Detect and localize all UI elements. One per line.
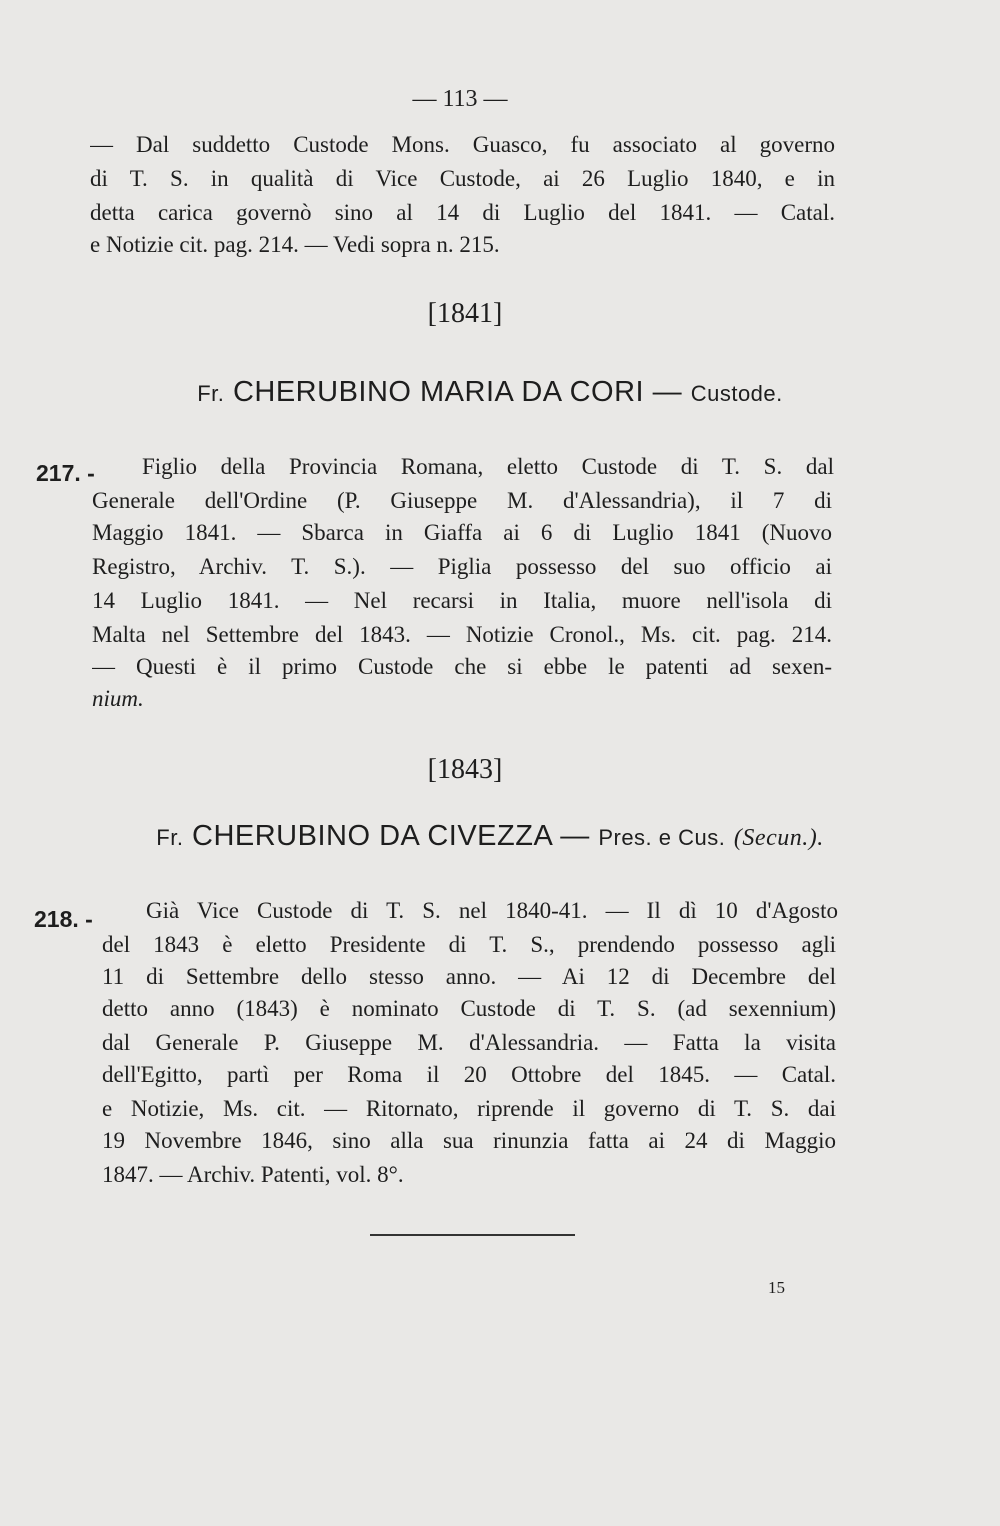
entry-line: dal Generale P. Giuseppe M. d'Alessandria. — Fatta la visita (102, 1030, 836, 1055)
entry-line: 19 Novembre 1846, sino alla sua rinunzia fatta ai 24 di Maggio (102, 1128, 836, 1153)
entry-line: Maggio 1841. — Sbarca in Giaffa ai 6 di Luglio 1841 (Nuovo (92, 520, 832, 545)
entry-line: 14 Luglio 1841. — Nel recarsi in Italia, muore nell'isola di (92, 588, 832, 613)
entry-line: 11 di Settembre dello stesso anno. — Ai 12 di Decembre del (102, 964, 836, 989)
intro-line: di T. S. in qualità di Vice Custode, ai 26 Luglio 1840, e in (90, 166, 835, 191)
heading-title: Custode. (690, 381, 783, 406)
entry-line: Registro, Archiv. T. S.). — Piglia possesso del suo officio ai (92, 554, 832, 579)
entry-line: Figlio della Provincia Romana, eletto Custode di T. S. dal (142, 454, 834, 479)
heading-note: (Secun.). (733, 825, 824, 851)
intro-line: e Notizie cit. pag. 214. — Vedi sopra n. 215. (90, 232, 500, 257)
intro-line: — Dal suddetto Custode Mons. Guasco, fu associato al governo (90, 132, 835, 157)
entry-line: nium. (92, 686, 144, 711)
signature-mark: 15 (768, 1278, 785, 1297)
heading-prefix: Fr. (156, 825, 184, 850)
heading-dash: — (560, 820, 590, 852)
divider (370, 1234, 575, 1236)
entry-line: 1847. — Archiv. Patenti, vol. 8°. (102, 1162, 404, 1187)
heading-name: CHERUBINO DA CIVEZZA (192, 820, 552, 852)
page-number: — 113 — (412, 86, 508, 112)
entry-line: Malta nel Settembre del 1843. — Notizie Cronol., Ms. cit. pag. 214. (92, 622, 832, 647)
entry-line: detto anno (1843) è nominato Custode di T. S. (ad sexennium) (102, 996, 836, 1021)
entry-number: 217. - (36, 460, 95, 486)
entry-line: dell'Egitto, partì per Roma il 20 Ottobre del 1845. — Catal. (102, 1062, 836, 1087)
entry-line: del 1843 è eletto Presidente di T. S., prendendo possesso agli (102, 932, 836, 957)
heading-name: CHERUBINO MARIA DA CORI (232, 376, 645, 408)
entry-line: — Questi è il primo Custode che si ebbe le patenti ad sexen- (92, 654, 832, 679)
entry-line: e Notizie, Ms. cit. — Ritornato, riprende il governo di T. S. dai (102, 1096, 836, 1121)
year-heading: [1841] (427, 298, 503, 329)
entry-number: 218. - (34, 906, 93, 932)
heading-dash: — (652, 376, 683, 408)
heading-title: Pres. e Cus. (598, 825, 726, 850)
entry-line: Generale dell'Ordine (P. Giuseppe M. d'Alessandria), il 7 di (92, 488, 832, 513)
section-heading (0, 820, 980, 853)
intro-line: detta carica governò sino al 14 di Luglio del 1841. — Catal. (90, 200, 835, 225)
year-heading: [1843] (427, 754, 503, 785)
entry-line: Già Vice Custode di T. S. nel 1840-41. — Il dì 10 d'Agosto (146, 898, 838, 923)
section-heading (0, 376, 980, 409)
heading-prefix: Fr. (197, 381, 225, 406)
